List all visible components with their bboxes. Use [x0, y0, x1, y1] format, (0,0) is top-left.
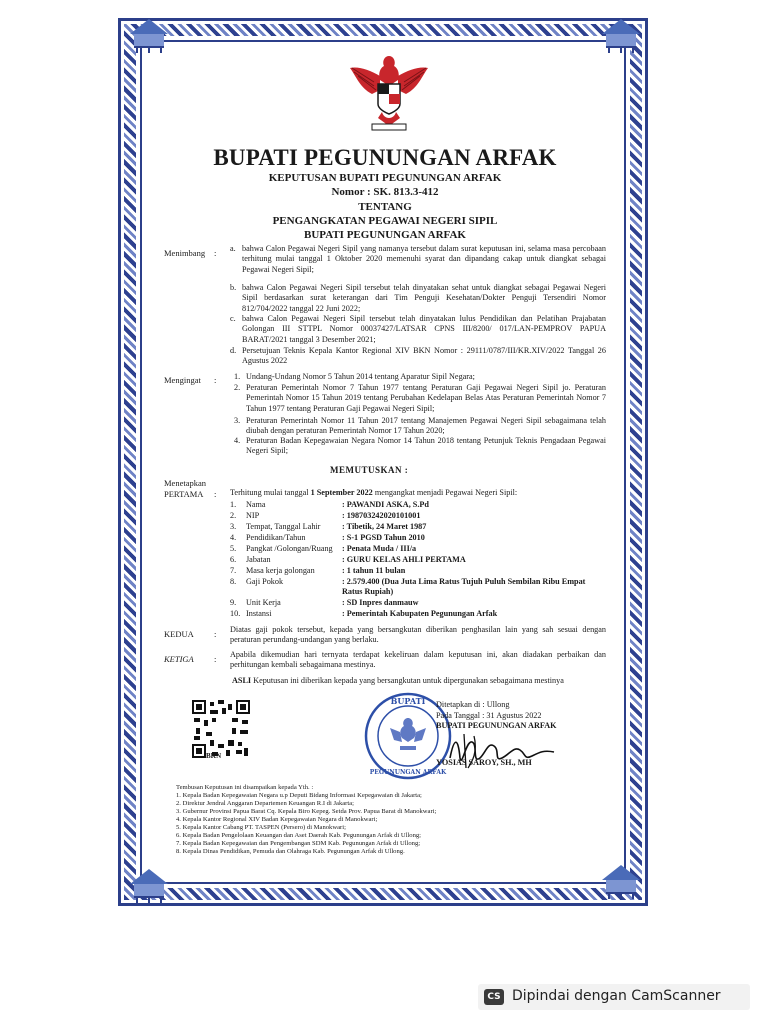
- item-number: d.: [230, 346, 237, 355]
- document-title: BUPATI PEGUNUNGAN ARFAK: [213, 145, 557, 170]
- row-value-gaji: : 2.579.400 (Dua Juta Lima Ratus Tujuh Puluh Sembilan Ribu Empat Ratus Rupiah): [342, 577, 586, 596]
- row-number: 7.: [230, 566, 237, 575]
- signer-position: BUPATI PEGUNUNGAN ARFAK: [436, 721, 557, 731]
- mengingat-item: [234, 436, 606, 457]
- row-number: 4.: [230, 533, 237, 542]
- mengingat-item: [234, 383, 606, 414]
- tembusan-item: 2. Direktur Jendral Anggaran Departemen Keuangan R.I di Jakarta;: [176, 800, 354, 808]
- row-number: 1.: [230, 500, 237, 509]
- camscanner-logo-icon: CS: [484, 989, 504, 1005]
- tembusan-item: 7. Kepala Badan Kepegawaian dan Pengembangan SDM Kab. Pegunungan Arfak di Ullong;: [176, 840, 421, 848]
- item-number: b.: [230, 283, 237, 292]
- row-number: 5.: [230, 544, 237, 553]
- item-number: 4.: [234, 436, 241, 445]
- pertama-label: PERTAMA: [164, 489, 204, 499]
- item-number: 2.: [234, 383, 241, 392]
- decree-tentang: TENTANG: [358, 200, 412, 213]
- ditetapkan-di: Ditetapkan di : Ullong: [436, 700, 510, 709]
- item-text: bahwa Calon Pegawai Negeri Sipil tersebut telah dinyatakan lulus Pendidikan dan Pelatihan Prajabatan Golongan III STTPL Nomor 00037427/LATSAR CPNS III/8200/ 017/LAN-PEMPROV PAPUA BARAT/2021 tanggal 3 Desember 2021;: [242, 314, 606, 344]
- row-number: 9.: [230, 598, 237, 607]
- pada-tanggal: Pada Tanggal : 31 Agustus 2022: [436, 710, 542, 720]
- mengingat-colon: :: [214, 375, 217, 385]
- tembusan-item: 3. Gubernur Provinsi Papua Barat Cq. Kepala Biro Kepeg. Setda Prov. Papua Barat di Manokwari;: [176, 808, 437, 816]
- camscanner-watermark: [478, 984, 750, 1010]
- handwritten-signature: [444, 728, 564, 774]
- item-text: Peraturan Badan Kepegawaian Negara Nomor 14 Tahun 2018 tentang Petunjuk Teknis Pengadaan Pegawai Negeri Sipil;: [246, 436, 606, 456]
- memutuskan-heading: MEMUTUSKAN :: [330, 465, 409, 475]
- corner-house-icon: [600, 16, 642, 54]
- asli-line: [232, 676, 612, 686]
- item-text: Peraturan Pemerintah Nomor 7 Tahun 1977 tentang Peraturan Gaji Pegawai Negeri Sipil jo. Peraturan Pemerintah Nomor 15 Tahun 2019 tentang Perubahan Kedelapan Belas Atas Peraturan Pemerintah Nomor 7 Tahun 1977 tentang Peraturan Gaji Pegawai Negeri Sipil;: [246, 383, 606, 413]
- row-value-pangkat: : Penata Muda / III/a: [342, 544, 417, 553]
- tembusan-list: [176, 784, 616, 856]
- row-key-pendidikan: Pendidikan/Tahun: [246, 533, 306, 542]
- row-number: 2.: [230, 511, 237, 520]
- row-key-ttl: Tempat, Tanggal Lahir: [246, 522, 321, 531]
- menimbang-item: [230, 283, 606, 314]
- stamp-top-text: BUPATI: [390, 696, 426, 706]
- pertama-colon: :: [214, 489, 217, 499]
- row-key-masa-kerja: Masa kerja golongan: [246, 566, 315, 575]
- corner-house-icon: [128, 866, 170, 904]
- decree-subject: PENGANGKATAN PEGAWAI NEGERI SIPIL: [272, 214, 498, 227]
- item-text: Persetujuan Teknis Kepala Kantor Regional XIV BKN Nomor : 29111/0787/III/KR.XIV/2022 Tanggal 26 Agustus 2022: [242, 346, 606, 366]
- signer-name: YOSIAS SAROY, SH., MH: [436, 757, 532, 767]
- menimbang-item: [230, 346, 606, 367]
- row-number: 8.: [230, 577, 237, 586]
- item-text: bahwa Calon Pegawai Negeri Sipil yang namanya tersebut dalam surat keputusan ini, selama masa percobaan terhitung mulai tanggal 1 Oktober 2020 memenuhi syarat dan dipandang cakap untuk diangkat sebagai Pegawai Negeri Sipil;: [242, 244, 606, 274]
- row-number: 3.: [230, 522, 237, 531]
- garuda-emblem-icon: [344, 46, 434, 138]
- ketiga-colon: :: [214, 654, 217, 664]
- ketiga-label: KETIGA: [164, 654, 194, 664]
- row-key-instansi: Instansi: [246, 609, 272, 618]
- item-number: a.: [230, 244, 236, 253]
- row-value-pendidikan: : S-1 PGSD Tahun 2010: [342, 533, 425, 542]
- row-key-gaji: Gaji Pokok: [246, 577, 284, 586]
- asli-text: Keputusan ini diberikan kepada yang bersangkutan untuk dipergunakan sebagaimana mestinya: [253, 676, 564, 685]
- tembusan-item: 6. Kepala Badan Pengelolaan Keuangan dan Aset Daerah Kab. Pegunungan Arfak di Ullong;: [176, 832, 421, 840]
- menimbang-label: Menimbang: [164, 248, 206, 258]
- tmt-date: 1 September 2022: [310, 488, 373, 497]
- decree-issuer: KEPUTUSAN BUPATI PEGUNUNGAN ARFAK: [268, 172, 502, 184]
- row-value-masa-kerja: : 1 tahun 11 bulan: [342, 566, 406, 575]
- decree-authority: BUPATI PEGUNUNGAN ARFAK: [304, 229, 466, 242]
- ketiga-text: Apabila dikemudian hari ternyata terdapat kekeliruan dalam keputusan ini, akan diadakan perbaikan dan perhitungan kembali sebagaimana mestinya.: [230, 650, 606, 670]
- kedua-label: KEDUA: [164, 629, 194, 639]
- item-text: Peraturan Pemerintah Nomor 11 Tahun 2017 tentang Manajemen Pegawai Negeri Sipil sebagaimana telah diubah dengan peraturan Pemerintah Nomor 17 Tahun 2020;: [246, 416, 606, 436]
- bkn-label: BKN: [206, 752, 222, 760]
- tembusan-item: 5. Kepala Kantor Cabang PT. TASPEN (Persero) di Manokwari;: [176, 824, 346, 832]
- asli-label: ASLI: [232, 676, 252, 685]
- row-key-nama: Nama: [246, 500, 266, 509]
- row-value-instansi: : Pemerintah Kabupaten Pegunungan Arfak: [342, 609, 498, 618]
- tembusan-title: Tembusan Keputusan ini disampaikan kepada Yth. :: [176, 784, 314, 791]
- document-header-lines: [160, 171, 610, 242]
- row-value-ttl: : Tibetik, 24 Maret 1987: [342, 522, 427, 531]
- stamp-bottom-text: PEGUNUNGAN ARFAK: [369, 769, 447, 776]
- row-key-jabatan: Jabatan: [246, 555, 271, 564]
- row-key-nip: NIP: [246, 511, 260, 520]
- tembusan-item: 4. Kepala Kantor Regional XIV Badan Kepegawaian Negara di Manokwari;: [176, 816, 378, 824]
- row-value-nip: : 198703242020101001: [342, 511, 421, 520]
- item-number: 3.: [234, 416, 241, 425]
- item-number: c.: [230, 314, 236, 323]
- tembusan-item: 1. Kepala Badan Kepegawaian Negara u.p Deputi Bidang Informasi Kepegawaian di Jakarta;: [176, 792, 422, 800]
- intro-text: Terhitung mulai tanggal: [230, 488, 311, 497]
- row-key-unit-kerja: Unit Kerja: [246, 598, 281, 607]
- menimbang-colon: :: [214, 248, 217, 258]
- row-value-unit-kerja: : SD Inpres danmauw: [342, 598, 419, 607]
- mengingat-item: [234, 372, 606, 382]
- row-value-jabatan: : GURU KELAS AHLI PERTAMA: [342, 555, 466, 564]
- menetapkan-label: Menetapkan: [164, 478, 207, 488]
- menimbang-item: [230, 244, 606, 275]
- camscanner-text: Dipindai dengan CamScanner: [512, 988, 721, 1004]
- intro-text-end: mengangkat menjadi Pegawai Negeri Sipil:: [372, 488, 518, 497]
- row-number: 6.: [230, 555, 237, 564]
- kedua-colon: :: [214, 629, 217, 639]
- mengingat-label: Mengingat: [164, 375, 201, 385]
- item-number: 1.: [234, 372, 241, 381]
- kedua-text: Diatas gaji pokok tersebut, kepada yang bersangkutan diberikan penghasilan lain yang sah sesuai dengan peraturan perundang-undangan yang berlaku.: [230, 625, 606, 645]
- mengingat-item: [234, 416, 606, 437]
- row-key-pangkat: Pangkat /Golongan/Ruang: [246, 544, 333, 553]
- menimbang-item: [230, 314, 606, 345]
- item-text: bahwa Calon Pegawai Negeri Sipil tersebut telah dinyatakan sehat untuk diangkat sebagai Pegawai Negeri Sipil berdasarkan surat keterangan dari Tim Penguji Kesehatan/Dokter Penguji Tersendiri Nomor 812/704/2022 tanggal 22 Juni 2022;: [242, 283, 606, 313]
- corner-house-icon: [600, 862, 642, 900]
- pertama-intro: [230, 488, 610, 498]
- tembusan-item: 8. Kepala Dinas Pendidikan, Pemuda dan Olahraga Kab. Pegunungan Arfak di Ullong.: [176, 848, 405, 856]
- qr-code-icon: [192, 700, 250, 758]
- decree-number: Nomor : SK. 813.3-412: [331, 186, 439, 199]
- row-number: 10.: [230, 609, 241, 618]
- row-value-nama: : PAWANDI ASKA, S.Pd: [342, 500, 429, 509]
- item-text: Undang-Undang Nomor 5 Tahun 2014 tentang Aparatur Sipil Negara;: [246, 372, 475, 381]
- corner-house-icon: [128, 16, 170, 54]
